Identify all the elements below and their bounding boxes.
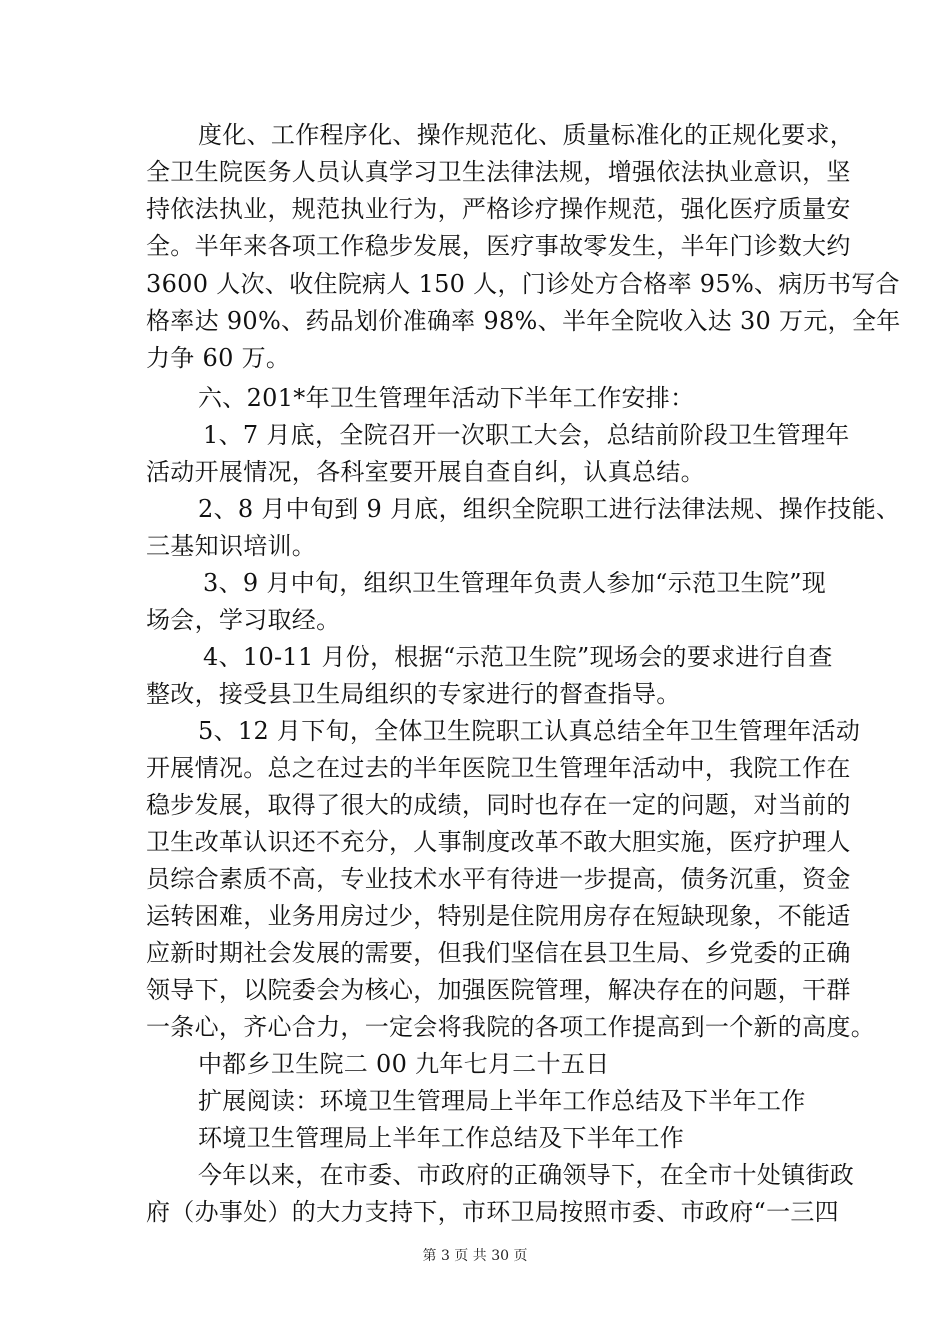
text-line: 开展情况。总之在过去的半年医院卫生管理年活动中，我院工作在 bbox=[146, 754, 851, 782]
text-line: 卫生改革认识还不充分，人事制度改革不敢大胆实施，医疗护理人 bbox=[146, 828, 851, 856]
text-line: 一条心，齐心合力，一定会将我院的各项工作提高到一个新的高度。 bbox=[146, 1013, 875, 1041]
text-line: 场会，学习取经。 bbox=[146, 606, 341, 634]
section-heading: 六、201*年卫生管理年活动下半年工作安排： bbox=[198, 384, 695, 412]
text-line: 稳步发展，取得了很大的成绩，同时也存在一定的问题，对当前的 bbox=[146, 791, 851, 819]
text-line: 1、7 月底，全院召开一次职工大会，总结前阶段卫生管理年 bbox=[203, 421, 850, 449]
page-number: 第 3 页 共 30 页 bbox=[422, 1248, 528, 1264]
text-line: 力争 60 万。 bbox=[146, 344, 291, 372]
text-line: 4、10-11 月份，根据“示范卫生院”现场会的要求进行自查 bbox=[203, 643, 833, 671]
text-line: 今年以来，在市委、市政府的正确领导下，在全市十处镇街政 bbox=[198, 1161, 855, 1189]
text-line: 全卫生院医务人员认真学习卫生法律法规，增强依法执业意识，坚 bbox=[146, 158, 851, 186]
text-line: 三基知识培训。 bbox=[146, 532, 317, 560]
text-line: 运转困难，业务用房过少，特别是住院用房存在短缺现象，不能适 bbox=[146, 902, 851, 930]
text-line: 度化、工作程序化、操作规范化、质量标准化的正规化要求， bbox=[198, 121, 855, 149]
text-line: 领导下，以院委会为核心，加强医院管理，解决存在的问题，干群 bbox=[146, 976, 851, 1004]
text-line: 2、8 月中旬到 9 月底，组织全院职工进行法律法规、操作技能、 bbox=[198, 495, 901, 523]
text-line: 5、12 月下旬，全体卫生院职工认真总结全年卫生管理年活动 bbox=[198, 717, 861, 745]
text-line: 整改，接受县卫生局组织的专家进行的督查指导。 bbox=[146, 680, 681, 708]
text-line: 应新时期社会发展的需要，但我们坚信在县卫生局、乡党委的正确 bbox=[146, 939, 851, 967]
text-line: 3600 人次、收住院病人 150 人，门诊处方合格率 95%、病历书写合 bbox=[146, 270, 900, 298]
text-line: 府（办事处）的大力支持下，市环卫局按照市委、市政府“一三四 bbox=[146, 1198, 839, 1226]
text-line: 扩展阅读：环境卫生管理局上半年工作总结及下半年工作 bbox=[198, 1087, 806, 1115]
text-line: 持依法执业，规范执业行为，严格诊疗操作规范，强化医疗质量安 bbox=[146, 195, 851, 223]
text-line: 员综合素质不高，专业技术水平有待进一步提高，债务沉重，资金 bbox=[146, 865, 851, 893]
subheading: 环境卫生管理局上半年工作总结及下半年工作 bbox=[198, 1124, 684, 1152]
text-line: 活动开展情况，各科室要开展自查自纠，认真总结。 bbox=[146, 458, 705, 486]
signature-line: 中都乡卫生院二 00 九年七月二十五日 bbox=[198, 1050, 610, 1078]
text-line: 3、9 月中旬，组织卫生管理年负责人参加“示范卫生院”现 bbox=[203, 569, 827, 597]
text-line: 全。半年来各项工作稳步发展，医疗事故零发生，半年门诊数大约 bbox=[146, 232, 851, 260]
text-line: 格率达 90%、药品划价准确率 98%、半年全院收入达 30 万元，全年 bbox=[146, 307, 901, 335]
